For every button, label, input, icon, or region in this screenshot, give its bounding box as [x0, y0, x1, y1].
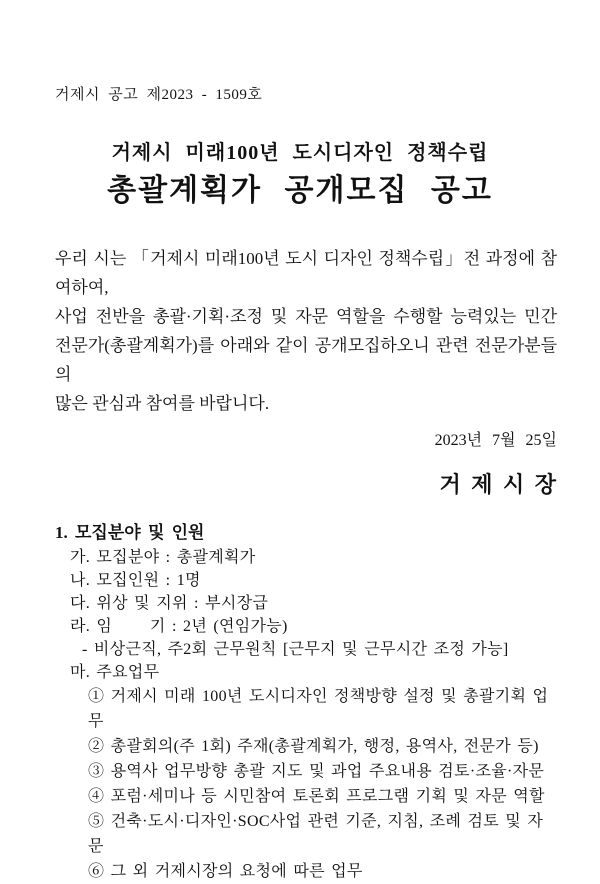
announcement-subtitle: 거제시 미래100년 도시디자인 정책수립	[111, 142, 489, 164]
announcement-date: 2023년 7월 25일	[434, 432, 557, 449]
list-item-sub: - 비상근직, 주2회 근무원칙 [근무지 및 근무시간 조정 가능]	[82, 641, 509, 658]
list-item: 마. 주요업무	[70, 664, 160, 681]
list-item: 가. 모집분야 : 총괄계획가	[70, 549, 256, 566]
body-line: 많은 관심과 참여를 바랍니다.	[55, 394, 270, 413]
list-item-numbered: ④ 포럼·세미나 등 시민참여 토론회 프로그램 기획 및 자문 역할	[88, 788, 545, 805]
announcement-title: 총괄계획가 공개모집 공고	[107, 174, 493, 207]
list-item: 라. 임 기 : 2년 (연임가능)	[70, 618, 288, 635]
section-heading: 1. 모집분야 및 인원	[55, 523, 205, 542]
list-item: 다. 위상 및 지위 : 부시장급	[70, 595, 269, 612]
mayor-signature: 거 제 시 장	[439, 472, 557, 497]
section-recruitment	[55, 520, 558, 884]
doc-number: 거제시 공고 제2023 - 1509호	[55, 87, 263, 103]
list-item-numbered: ③ 용역사 업무방향 총괄 지도 및 과업 주요내용 검토·조율·자문	[88, 763, 545, 780]
body-line: 우리 시는 「거제시 미래100년 도시 디자인 정책수립」전 과정에 참여하여,	[55, 249, 557, 297]
list-item-numbered: ⑤ 건축·도시·디자인·SOC사업 관련 기준, 지침, 조례 검토 및 자문	[88, 813, 544, 855]
body-line: 전문가(총괄계획가)를 아래와 같이 공개모집하오니 관련 전문가분들의	[55, 336, 557, 384]
list-item-numbered: ② 총괄회의(주 1회) 주재(총괄계획가, 행정, 용역사, 전문가 등)	[88, 738, 539, 755]
list-item-numbered: ① 거제시 미래 100년 도시디자인 정책방향 설정 및 총괄기획 업무	[88, 688, 549, 730]
body-paragraph	[55, 244, 557, 418]
body-line: 사업 전반을 총괄·기획·조정 및 자문 역할을 수행할 능력있는 민간	[55, 307, 557, 326]
list-item: 나. 모집인원 : 1명	[70, 572, 201, 589]
list-item-numbered: ⑥ 그 외 거제시장의 요청에 따른 업무	[88, 863, 363, 880]
